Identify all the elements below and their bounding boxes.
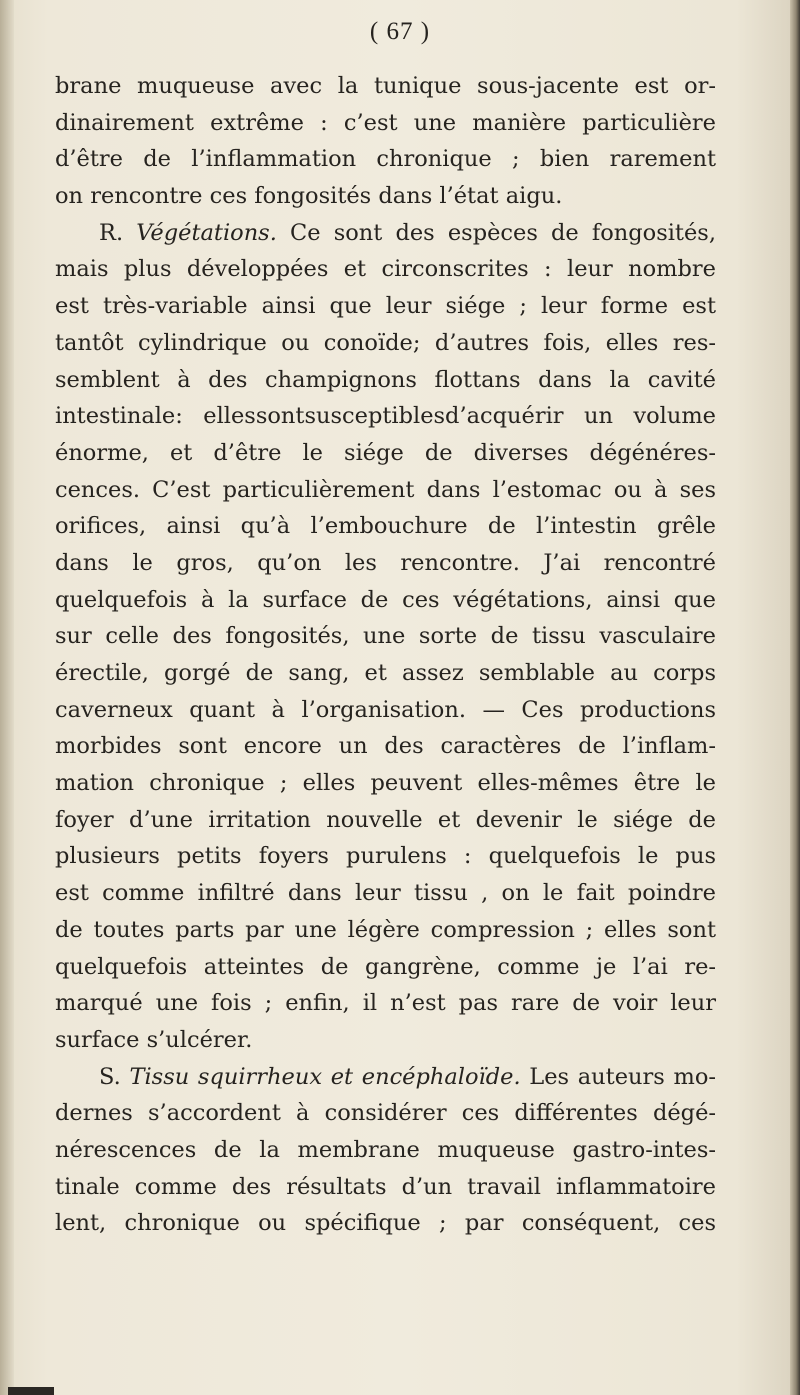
- text-line: cences. C’est particulièrement dans l’estomac ou à ses: [55, 476, 716, 503]
- text-line: tinale comme des résultats d’un travail inflammatoire: [55, 1173, 716, 1200]
- text-line: plusieurs petits foyers purulens : quelquefois le pus: [55, 843, 716, 870]
- text-line: lent, chronique ou spécifique ; par conséquent, ces: [55, 1210, 716, 1237]
- text-line: foyer d’une irritation nouvelle et devenir le siége de: [55, 806, 716, 833]
- section-heading: Végétations.: [136, 219, 277, 246]
- text-line: marqué une fois ; enfin, il n’est pas rare de voir leur: [55, 990, 716, 1017]
- text-line: intestinale: ellessontsusceptiblesd’acquérir un volume: [55, 403, 716, 430]
- section-letter: R.: [99, 219, 137, 246]
- page-left-shadow: [0, 0, 14, 1395]
- section-letter: S.: [99, 1063, 130, 1090]
- text-line: caverneux quant à l’organisation. — Ces productions: [55, 696, 716, 723]
- text-line: sur celle des fongosités, une sorte de tissu vasculaire: [55, 623, 716, 650]
- text-line: érectile, gorgé de sang, et assez semblable au corps: [55, 660, 716, 686]
- line-text: Ce sont des espèces de fongosités,: [276, 219, 716, 246]
- binding-mark: [8, 1387, 54, 1395]
- text-line: semblent à des champignons flottans dans la cavité: [55, 366, 716, 393]
- text-line: tantôt cylindrique ou conoïde; d’autres fois, elles res-: [55, 329, 716, 356]
- text-line: énorme, et d’être le siége de diverses dégénéres-: [55, 439, 716, 466]
- text-line: est comme infiltré dans leur tissu , on le fait poindre: [55, 880, 716, 907]
- body-text: [55, 68, 716, 1242]
- text-line: orifices, ainsi qu’à l’embouchure de l’intestin grêle: [55, 513, 716, 540]
- text-line: morbides sont encore un des caractères de l’inflam-: [55, 733, 716, 760]
- text-line: nérescences de la membrane muqueuse gastro-intes-: [55, 1136, 716, 1163]
- text-line: [55, 1059, 716, 1096]
- text-line: on rencontre ces fongosités dans l’état aigu.: [55, 183, 563, 210]
- text-line: est très-variable ainsi que leur siége ; leur forme est: [55, 293, 716, 320]
- text-line: dans le gros, qu’on les rencontre. J’ai rencontré: [55, 549, 716, 576]
- text-line: brane muqueuse avec la tunique sous-jacente est or-: [55, 73, 716, 99]
- text-line: dernes s’accordent à considérer ces différentes dégé-: [55, 1100, 716, 1127]
- text-line: mais plus développées et circonscrites : leur nombre: [55, 256, 716, 283]
- page-right-edge: [790, 0, 800, 1395]
- section-heading: Tissu squirrheux et encéphaloïde.: [129, 1063, 521, 1090]
- text-line: dinairement extrême : c’est une manière particulière: [55, 109, 716, 136]
- line-text: Les auteurs mo-: [520, 1063, 716, 1090]
- text-line: [55, 215, 716, 252]
- page-number: ( 67 ): [369, 18, 431, 45]
- text-line: mation chronique ; elles peuvent elles-mêmes être le: [55, 770, 716, 797]
- text-line: quelquefois atteintes de gangrène, comme je l’ai re-: [55, 953, 716, 980]
- text-line: quelquefois à la surface de ces végétations, ainsi que: [55, 586, 716, 613]
- text-line: surface s’ulcérer.: [55, 1026, 253, 1053]
- text-line: d’être de l’inflammation chronique ; bien rarement: [55, 146, 716, 173]
- text-line: de toutes parts par une légère compression ; elles sont: [55, 916, 716, 943]
